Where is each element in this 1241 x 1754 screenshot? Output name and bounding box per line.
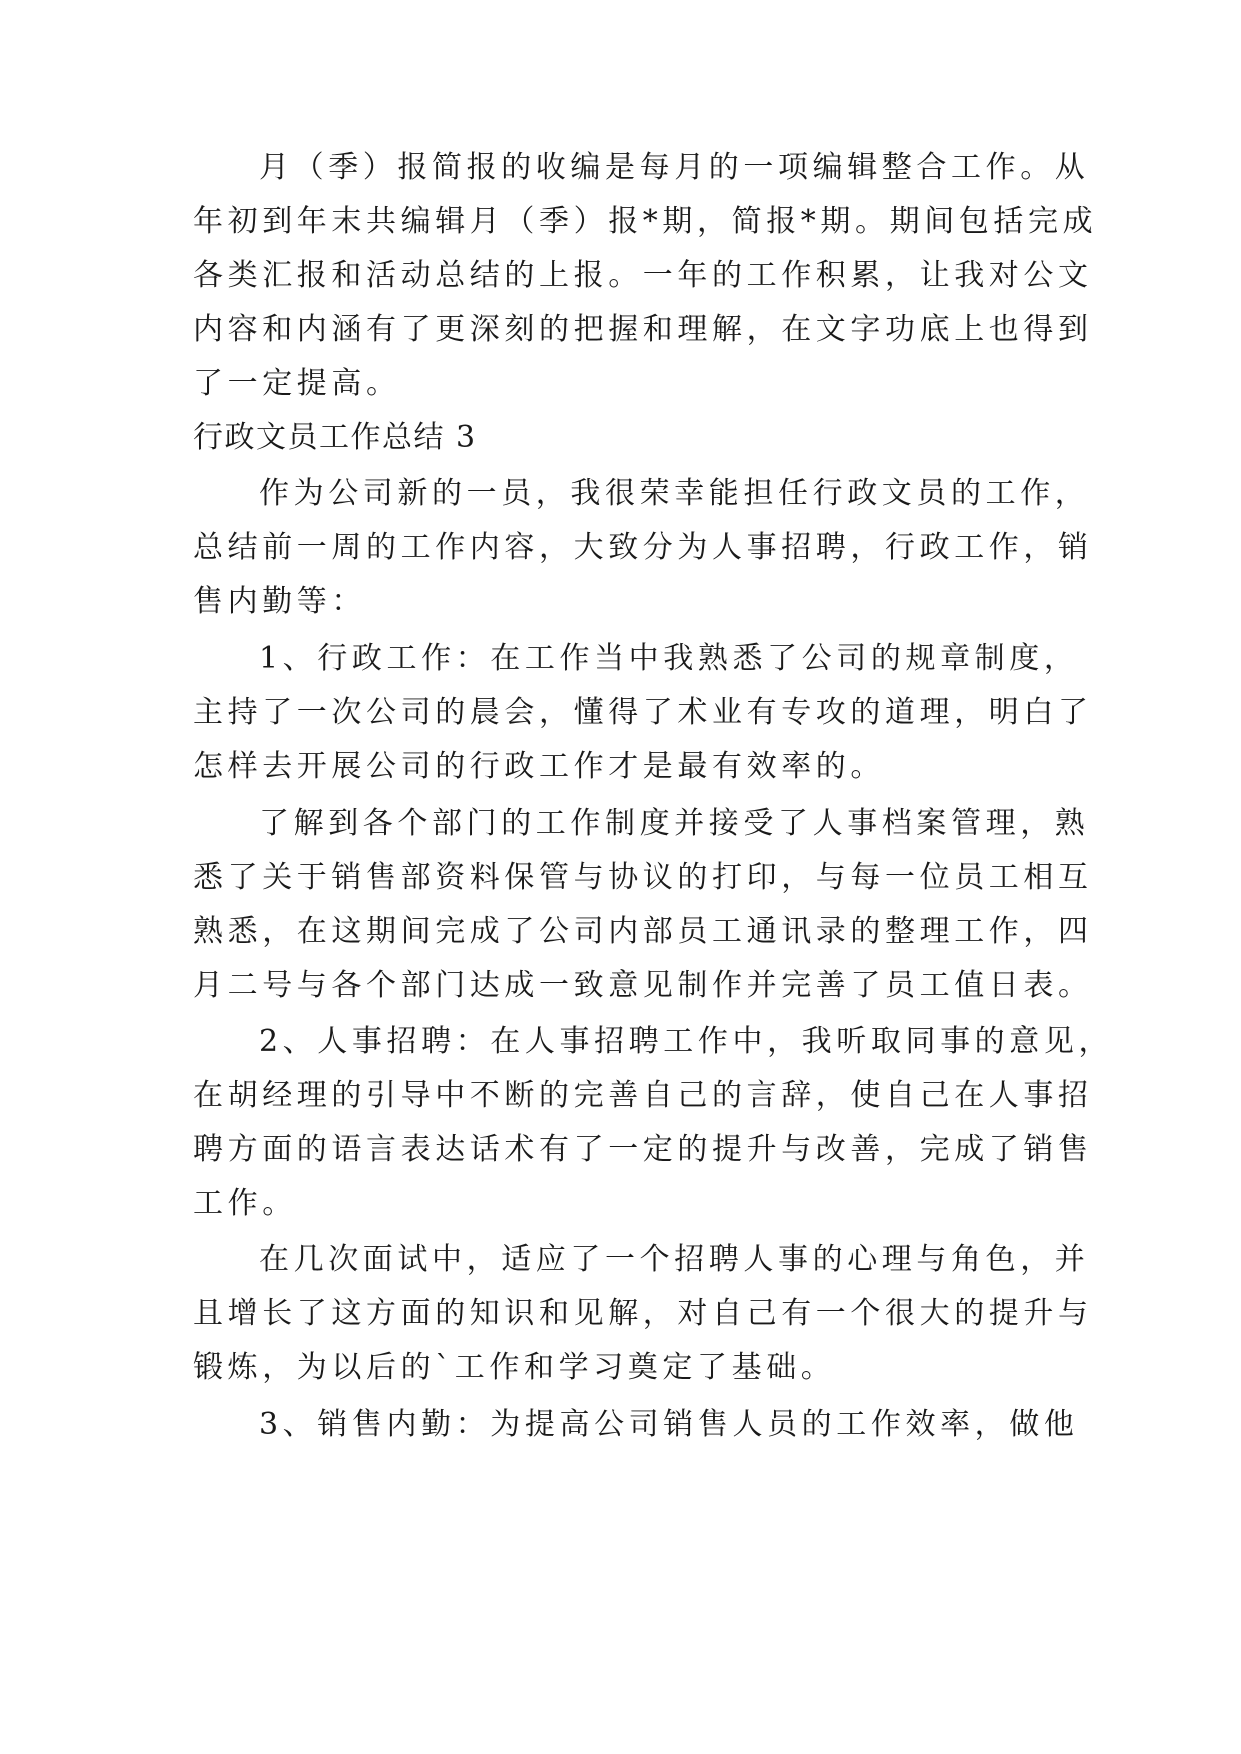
text-line: 工作。 xyxy=(193,1186,297,1221)
text-line: 售内勤等： xyxy=(193,584,366,619)
text-line: 总结前一周的工作内容，大致分为人事招聘，行政工作，销 xyxy=(193,530,1093,565)
text-line: 月二号与各个部门达成一致意见制作并完善了员工值日表。 xyxy=(193,968,1093,1003)
text-line: 3、销售内勤：为提高公司销售人员的工作效率，做他 xyxy=(259,1407,1079,1442)
text-line: 悉了关于销售部资料保管与协议的打印，与每一位员工相互 xyxy=(193,860,1093,895)
text-line: 聘方面的语言表达话术有了一定的提升与改善，完成了销售 xyxy=(193,1132,1093,1167)
text-line: 锻炼，为以后的`工作和学习奠定了基础。 xyxy=(193,1350,836,1385)
text-line: 且增长了这方面的知识和见解，对自己有一个很大的提升与 xyxy=(193,1296,1093,1331)
text-line: 了一定提高。 xyxy=(193,366,401,401)
text-line: 年初到年末共编辑月（季）报*期，简报*期。期间包括完成 xyxy=(193,204,1098,239)
text-line: 1、行政工作：在工作当中我熟悉了公司的规章制度， xyxy=(259,641,1079,676)
text-line: 主持了一次公司的晨会，懂得了术业有专攻的道理，明白了 xyxy=(193,695,1093,730)
text-line: 怎样去开展公司的行政工作才是最有效率的。 xyxy=(193,749,885,784)
text-line: 熟悉，在这期间完成了公司内部员工通讯录的整理工作，四 xyxy=(193,914,1093,949)
text-line: 在胡经理的引导中不断的完善自己的言辞，使自己在人事招 xyxy=(193,1078,1093,1113)
text-line: 各类汇报和活动总结的上报。一年的工作积累，让我对公文 xyxy=(193,258,1093,293)
text-line: 作为公司新的一员，我很荣幸能担任行政文员的工作， xyxy=(259,476,1090,511)
text-line: 2、人事招聘：在人事招聘工作中，我听取同事的意见， xyxy=(259,1024,1114,1059)
section-heading: 行政文员工作总结 3 xyxy=(193,420,477,455)
text-line: 了解到各个部门的工作制度并接受了人事档案管理，熟 xyxy=(259,806,1090,841)
text-line: 内容和内涵有了更深刻的把握和理解，在文字功底上也得到 xyxy=(193,312,1093,347)
text-line: 月（季）报简报的收编是每月的一项编辑整合工作。从 xyxy=(259,150,1090,185)
text-line: 在几次面试中，适应了一个招聘人事的心理与角色，并 xyxy=(259,1242,1090,1277)
